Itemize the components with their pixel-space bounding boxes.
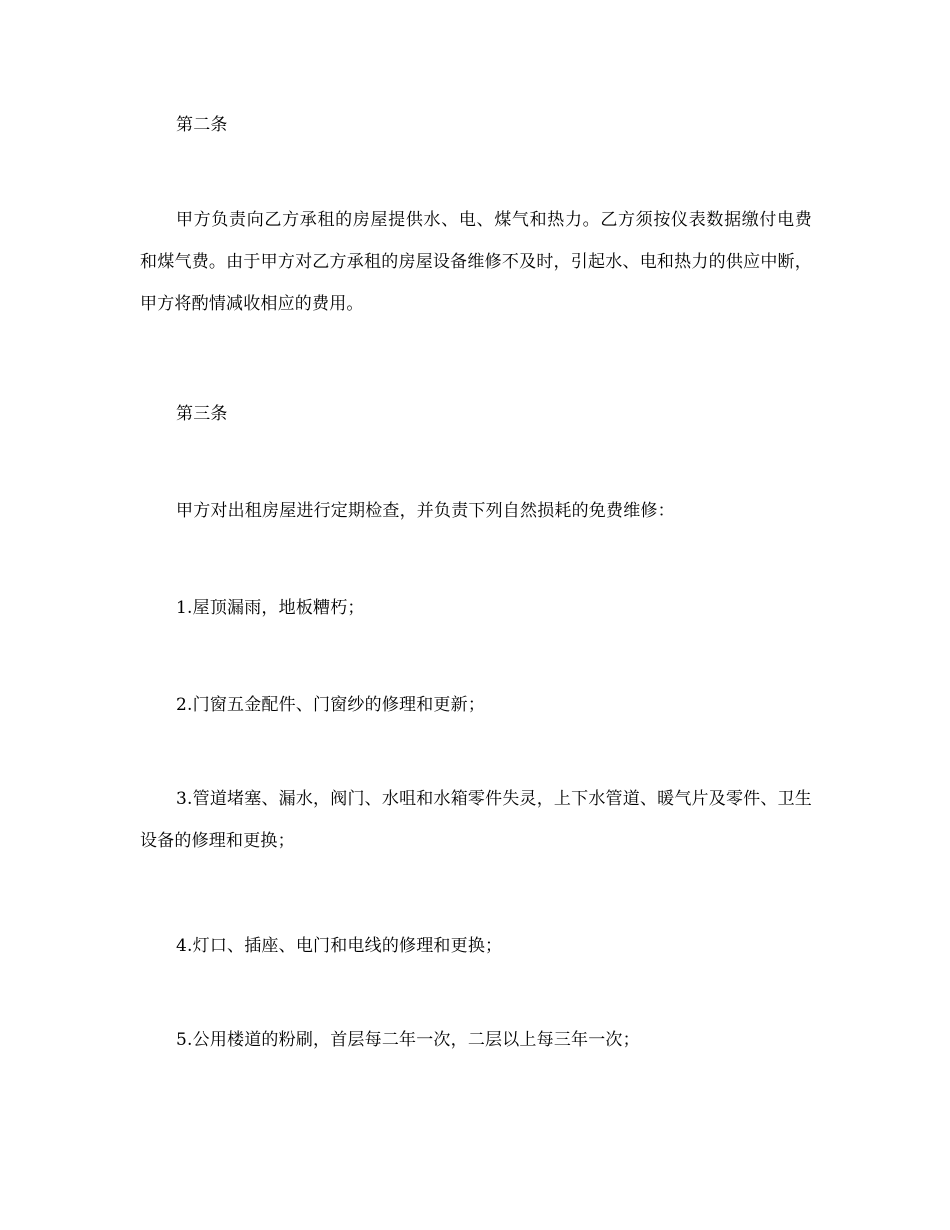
list-item-4: 4.灯口、插座、电门和电线的修理和更换； [176, 936, 503, 956]
paragraph-inspection: 甲方对出租房屋进行定期检查，并负责下列自然损耗的免费维修： [176, 501, 675, 521]
list-item-3: 3.管道堵塞、漏水，阀门、水咀和水箱零件失灵，上下水管道、暖气片及零件、卫生设备的修理和更换； [140, 789, 812, 851]
paragraph-utilities: 甲方负责向乙方承租的房屋提供水、电、煤气和热力。乙方须按仪表数据缴付电费和煤气费。由于甲方对乙方承租的房屋设备维修不及时，引起水、电和热力的供应中断，甲方将酌情减收相应的费用。 [140, 210, 812, 314]
list-item-1: 1.屋顶漏雨，地板糟朽； [176, 598, 365, 618]
article-heading-2: 第二条 [176, 115, 228, 135]
list-item-2: 2.门窗五金配件、门窗纱的修理和更新； [176, 695, 486, 715]
article-heading-3: 第三条 [176, 404, 228, 424]
list-item-5: 5.公用楼道的粉刷，首层每二年一次，二层以上每三年一次； [176, 1030, 640, 1050]
